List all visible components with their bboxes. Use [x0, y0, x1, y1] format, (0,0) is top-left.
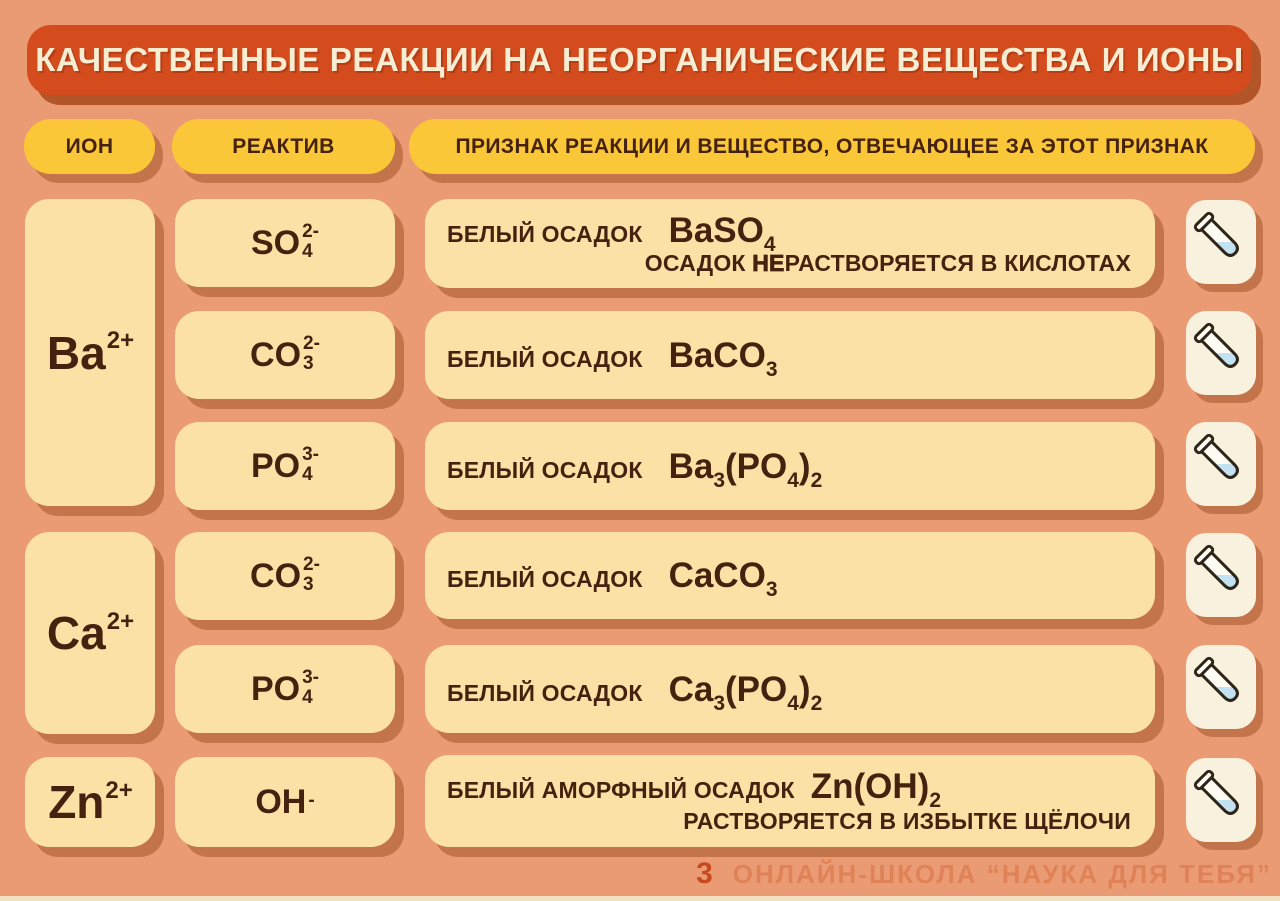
formula-subscript: 3 — [713, 691, 725, 715]
result-cell-ba3po42 — [425, 422, 1155, 510]
reagent-formula: CO — [250, 336, 302, 374]
formula-subscript: 2 — [810, 468, 823, 492]
column-header-ion: ИОН — [24, 119, 155, 174]
result-cell-ca3po42 — [425, 645, 1155, 733]
result-cell-znoh2 — [425, 755, 1155, 847]
test-tube-icon — [1186, 533, 1256, 617]
formula-subscript: 4 — [763, 233, 776, 256]
formula-subscript: 4 — [787, 468, 799, 492]
result-label: БЕЛЫЙ ОСАДОК — [447, 345, 643, 372]
result-cell-caco3 — [425, 532, 1155, 619]
formula: $Ba_3(PO_4)_2$ — [668, 446, 823, 492]
reagent-cell-so4 — [175, 199, 395, 287]
reagent-superscript: 2- — [303, 333, 320, 355]
formula-subscript: 3 — [765, 357, 778, 381]
reagent-cell-po4 — [175, 645, 395, 733]
test-tube-icon — [1186, 758, 1256, 842]
result-cell-baso4 — [425, 199, 1155, 288]
ion-symbol: $Ba^{2+}$ — [46, 326, 135, 379]
column-header-sign: ПРИЗНАК РЕАКЦИИ И ВЕЩЕСТВО, ОТВЕЧАЮЩЕЕ ЗА ЭТОТ ПРИЗНАК — [409, 119, 1255, 174]
reagent-cell-oh — [175, 757, 395, 847]
formula: CaCO$_3$ — [668, 556, 778, 601]
reagent-superscript: 2- — [303, 554, 320, 576]
reagent-cell-co3 — [175, 311, 395, 399]
test-tube-icon — [1186, 422, 1256, 506]
result-label: БЕЛЫЙ ОСАДОК — [447, 221, 643, 247]
reagent-formula: PO — [250, 670, 301, 708]
reagent-cell-po4 — [175, 422, 395, 510]
formula: $Ca_3(PO_4)_2$ — [668, 669, 823, 715]
reagent-formula: CO — [250, 557, 302, 595]
formula-subscript: 3 — [765, 578, 778, 601]
reagent-cell-co3 — [175, 532, 395, 620]
school-name: ОНЛАЙН-ШКОЛА “НАУКА ДЛЯ ТЕБЯ” — [732, 859, 1272, 889]
reagent-superscript: 2- — [302, 221, 320, 243]
ion-charge: 2+ — [106, 327, 135, 355]
result-label: БЕЛЫЙ АМОРФНЫЙ ОСАДОК — [447, 777, 795, 803]
result-label: БЕЛЫЙ ОСАДОК — [447, 679, 643, 706]
footer — [696, 857, 1272, 891]
ion-cell-ba — [25, 199, 155, 506]
ion-symbol: $Zn^{2+}$ — [48, 776, 133, 828]
ion-charge: 2+ — [105, 776, 133, 804]
formula: BaCO$_3$ — [668, 335, 778, 381]
result-label: БЕЛЫЙ ОСАДОК — [447, 566, 643, 592]
test-tube-icon — [1186, 645, 1256, 729]
formula: $Zn(OH)_2$ — [810, 767, 941, 812]
reagent-subscript: 4 — [302, 687, 313, 708]
reagent-superscript: 3- — [302, 444, 320, 466]
formula: BaSO$_4$ — [668, 211, 776, 256]
reagent-subscript: 3 — [303, 353, 314, 374]
page-title: КАЧЕСТВЕННЫЕ РЕАКЦИИ НА НЕОРГАНИЧЕСКИЕ ВЕЩЕСТВА И ИОНЫ — [27, 25, 1252, 95]
ion-cell-zn — [25, 757, 155, 847]
reagent-superscript: 3- — [302, 667, 320, 689]
result-note: ОСАДОК НЕРАСТВОРЯЕТСЯ В КИСЛОТАХ — [644, 250, 1131, 276]
bottom-edge-strip — [0, 896, 1280, 901]
ion-symbol: $Ca^{2+}$ — [46, 607, 135, 659]
ion-cell-ca — [25, 532, 155, 734]
formula-subscript: 2 — [929, 789, 941, 812]
formula-subscript: 2 — [810, 691, 823, 715]
reagent-subscript: 4 — [302, 464, 313, 485]
test-tube-icon — [1186, 200, 1256, 284]
result-note: РАСТВОРЯЕТСЯ В ИЗБЫТКЕ ЩЁЛОЧИ — [683, 808, 1131, 834]
ion-charge: 2+ — [106, 607, 135, 635]
result-label: БЕЛЫЙ ОСАДОК — [447, 456, 643, 483]
test-tube-icon — [1186, 311, 1256, 395]
page-number: 3 — [696, 857, 713, 890]
reagent-formula: PO — [250, 447, 301, 485]
reagent-formula: OH — [255, 783, 307, 821]
reagent-subscript: 3 — [303, 574, 314, 595]
formula-subscript: 4 — [787, 691, 799, 715]
reagent-superscript: - — [308, 790, 315, 812]
reagent-formula: SO — [250, 224, 301, 262]
column-header-reagent: РЕАКТИВ — [172, 119, 395, 174]
formula-subscript: 3 — [713, 468, 725, 492]
reagent-subscript: 4 — [302, 241, 313, 262]
result-cell-baco3 — [425, 311, 1155, 399]
